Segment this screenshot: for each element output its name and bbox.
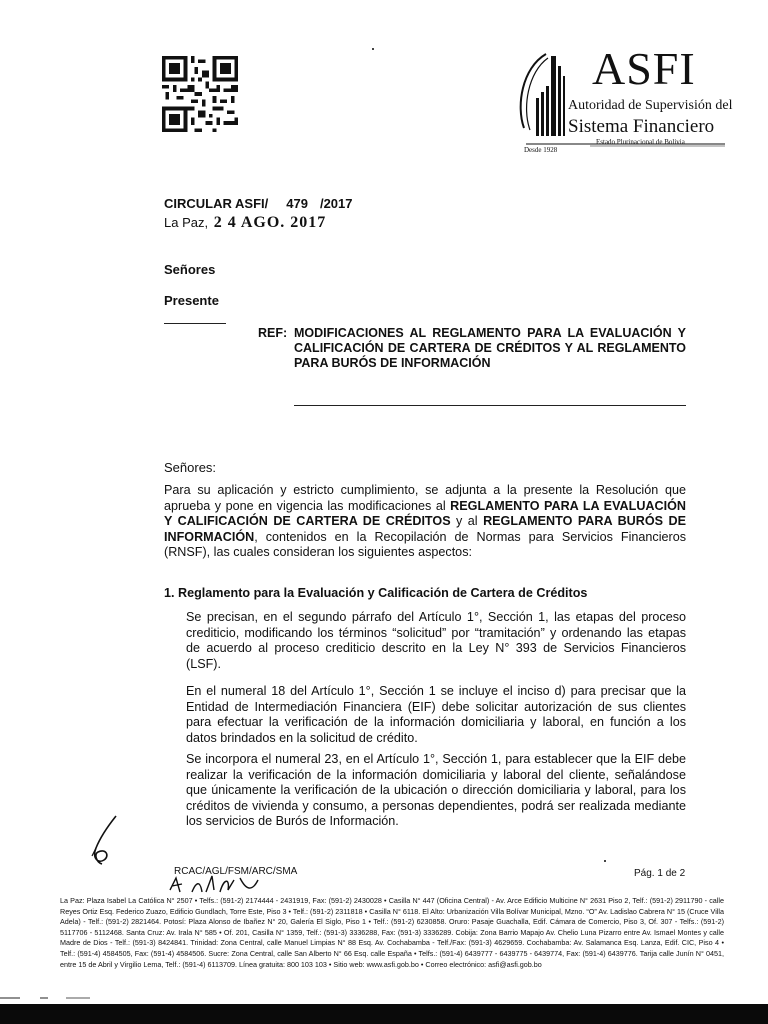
initials: RCAC/AGL/FSM/ARC/SMA [174, 866, 298, 877]
asfi-logo [510, 43, 733, 156]
circular-number [164, 196, 353, 211]
logo-since: Desde 1928 [524, 146, 558, 154]
page-number: Pág. 1 de 2 [634, 868, 686, 879]
scan-bottom-border [0, 1004, 768, 1024]
circular-year: /2017 [319, 196, 353, 211]
logo-wordmark: ASFI [592, 43, 696, 94]
paragraph-1: Se precisan, en el segundo párrafo del Artículo 1°, Sección 1, las etapas del proceso crediticio, modificando los términos “solicitud” por “tramitación” y ordenando las etapas de acuerdo al proceso crediticio descrito en la Ley N° 393 de Servicios Financieros (LSF). [186, 610, 686, 671]
qr-code-icon [162, 56, 238, 132]
scan-edge-marks [0, 996, 768, 1000]
intro-regulation-2: REGLAMENTO PARA BURÓS DE INFORMACIÓN [164, 514, 686, 544]
ref-underline [294, 405, 686, 406]
circular-number-value: 479 [286, 196, 308, 211]
logo-tagline: Estado Plurinacional de Bolivia [596, 138, 685, 146]
paragraph-3: Se incorpora el numeral 23, en el Artículo 1°, Sección 1, para establecer que la EIF debe realizar la verificación de la información domiciliaria y laboral del cliente, señalándose que únicamente la verificación de la ubicación o dirección domiciliaria y laboral, para los créditos de vivienda y consumo, a personas dependientes, podrá ser realizada mediante los servicios de Burós de Información. [186, 752, 686, 828]
section-heading-1: 1. Reglamento para la Evaluación y Calificación de Cartera de Créditos [164, 586, 588, 600]
addressee-line-1: Señores [164, 262, 216, 277]
intro-regulation-1: REGLAMENTO PARA LA EVALUACIÓN Y CALIFICACIÓN DE CARTERA DE CRÉDITOS [164, 498, 687, 528]
date-place: La Paz, [164, 215, 209, 230]
logo-line-2: Sistema Financiero [568, 116, 715, 137]
intro-text-c: y al [450, 514, 484, 528]
logo-line-1: Autoridad de Supervisión del [568, 98, 733, 113]
intro-text-a: Para su aplicación y estricto cumplimiento, se adjunta a la presente la Resolución que aprueba y pone en vigencia las modificaciones al [164, 483, 686, 513]
initials-scribble [168, 872, 268, 898]
circular-prefix: CIRCULAR ASFI/ [164, 196, 269, 211]
footer-addresses: La Paz: Plaza Isabel La Católica N° 2507 • Telfs.: (591-2) 2174444 - 2431919, Fax: (591-2) 2430028 • Casilla N° 447 (Oficina Central) - Av. Arce Edificio Multicine N° 2631 Piso 2, Telf.: (591-2) 2911790 - calle Reyes Ortiz Esq. Federico Zuazo, Edificio Gundlach, Torre Este, Piso 3 • Telf.: (591-2) 2311818 • Casilla N° 6118. El Alto: Urbanización Villa Bolívar Municipal, Mzno. “O” Av. Ladislao Cabrera N° 15 (Cruce Villa Adela) - Telf.: (591-2) 2821464. Potosí: Plaza Alonso de Ibañez N° 20, Galería El Siglo, Piso 1 • Telf.: (591-2) 6230858. Oruro: Pasaje Guachalla, Edif. Cámara de Comercio, Piso 3, Of. 307 - Telfs.: (591-2) 5117706 - 5112468. Santa Cruz: Av. Irala N° 585 • Of. 201, Casilla N° 1359, Telf.: (591-3) 3336288, Fax: (591-3) 3336289. Cobija: Zona Barrio Mapajo Av. Chelio Luna Pizarro entre Av. Ismael Montes y calle Madre de Dios - Telf.: (591-3) 8424841. Trinidad: Zona Central, calle Manuel Limpias N° 88 Esq. Av. Cochabamba - Telf./Fax: (591-3) 4629659. Cochabamba: Av. Salamanca Esq. Lanza, Edif. CIC, Piso 4 • Telf.: (591-4) 4584505, Fax: (591-4) 4584506. Sucre: Zona Central, calle San Alberto N° 66 Esq. calle España • Telfs.: (591-4) 6439777 - 6439775 - 6439774, Fax: (591-4) 6439776. Tarija calle Junín N° 0451, entre 15 de Abril y Virgilio Lema, Telf.: (591-4) 6113709. Línea gratuita: 800 103 103 • Sitio web: www.asfi.gob.bo • Correo electrónico: asfi@asfi.gob.bo [60, 896, 724, 969]
greeting: Señores: [164, 460, 217, 475]
intro-text-d: , contenidos en la Recopilación de Normas para Servicios Financieros (RNSF), las cuales consideran los siguientes aspectos: [164, 529, 686, 559]
addressee-line-2: Presente [164, 293, 219, 308]
scan-speck [604, 860, 606, 862]
scan-speck [372, 48, 374, 50]
paragraph-2: En el numeral 18 del Artículo 1°, Sección 1 se incluye el inciso d) para precisar que la Entidad de Intermediación Financiera (EIF) debe solicitar autorización de sus clientes para efectuar la verificación de la información domiciliaria y laboral, en función a los datos brindados en la solicitud de crédito. [186, 684, 686, 745]
date-stamp: 2 4 AGO. 2017 [213, 214, 327, 231]
date-line [164, 214, 326, 232]
ref-subject: MODIFICACIONES AL REGLAMENTO PARA LA EVALUACIÓN Y CALIFICACIÓN DE CARTERA DE CRÉDITOS Y AL REGLAMENTO PARA BURÓS DE INFORMACIÓN [294, 326, 686, 370]
divider [164, 323, 226, 324]
handwritten-signature-icon [86, 812, 136, 868]
intro-paragraph [164, 483, 686, 561]
ref-label: REF: [258, 326, 288, 340]
